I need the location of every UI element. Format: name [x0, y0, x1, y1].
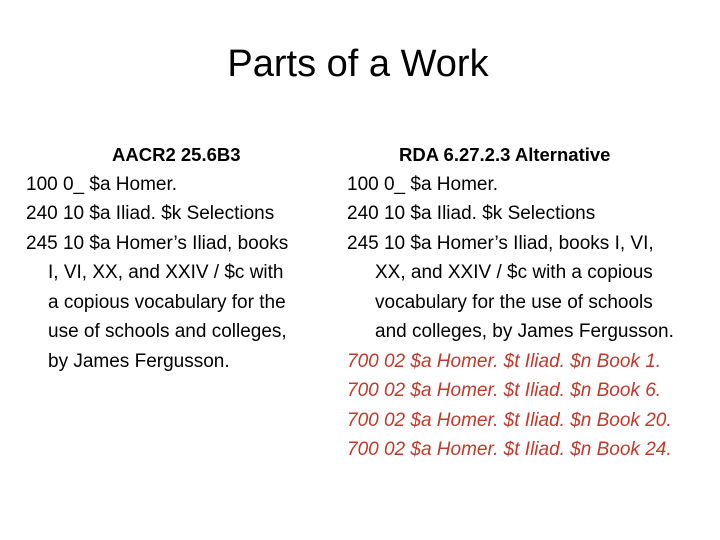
- aacr2-field-100: 100 0_ $a Homer.: [26, 173, 178, 195]
- rda-heading: RDA 6.27.2.3 Alternative: [399, 144, 611, 165]
- aacr2-heading: AACR2 25.6B3: [112, 144, 241, 165]
- rda-245-line: vocabulary for the use of schools: [375, 291, 653, 313]
- aacr2-field-240: 240 10 $a Iliad. $k Selections: [26, 203, 275, 224]
- rda-245-line: and colleges, by James Fergusson.: [375, 321, 674, 342]
- rda-field-700: 700 02 $a Homer. $t Iliad. $n Book 1.: [347, 350, 662, 372]
- rda-field-700: 700 02 $a Homer. $t Iliad. $n Book 20.: [347, 409, 672, 431]
- rda-field-100: 100 0_ $a Homer.: [347, 173, 499, 195]
- rda-field-245: [347, 229, 717, 347]
- aacr2-field-245: [26, 229, 334, 377]
- rda-field-700: 700 02 $a Homer. $t Iliad. $n Book 6.: [347, 380, 662, 401]
- rda-field-240: 240 10 $a Iliad. $k Selections: [347, 203, 596, 224]
- aacr2-245-line: by James Fergusson.: [48, 350, 230, 372]
- aacr2-245-line: use of schools and colleges,: [48, 321, 287, 342]
- rda-245-line: XX, and XXIV / $c with a copious: [375, 262, 653, 283]
- rda-column: [347, 140, 717, 465]
- aacr2-column: [26, 140, 334, 376]
- rda-245-line: 245 10 $a Homer’s Iliad, books I, VI,: [347, 232, 654, 254]
- aacr2-245-line: 245 10 $a Homer’s Iliad, books: [26, 232, 289, 254]
- slide-title: Parts of a Work: [227, 43, 489, 85]
- aacr2-245-line: a copious vocabulary for the: [48, 291, 286, 313]
- rda-field-700: 700 02 $a Homer. $t Iliad. $n Book 24.: [347, 439, 672, 460]
- aacr2-245-line: I, VI, XX, and XXIV / $c with: [48, 262, 284, 283]
